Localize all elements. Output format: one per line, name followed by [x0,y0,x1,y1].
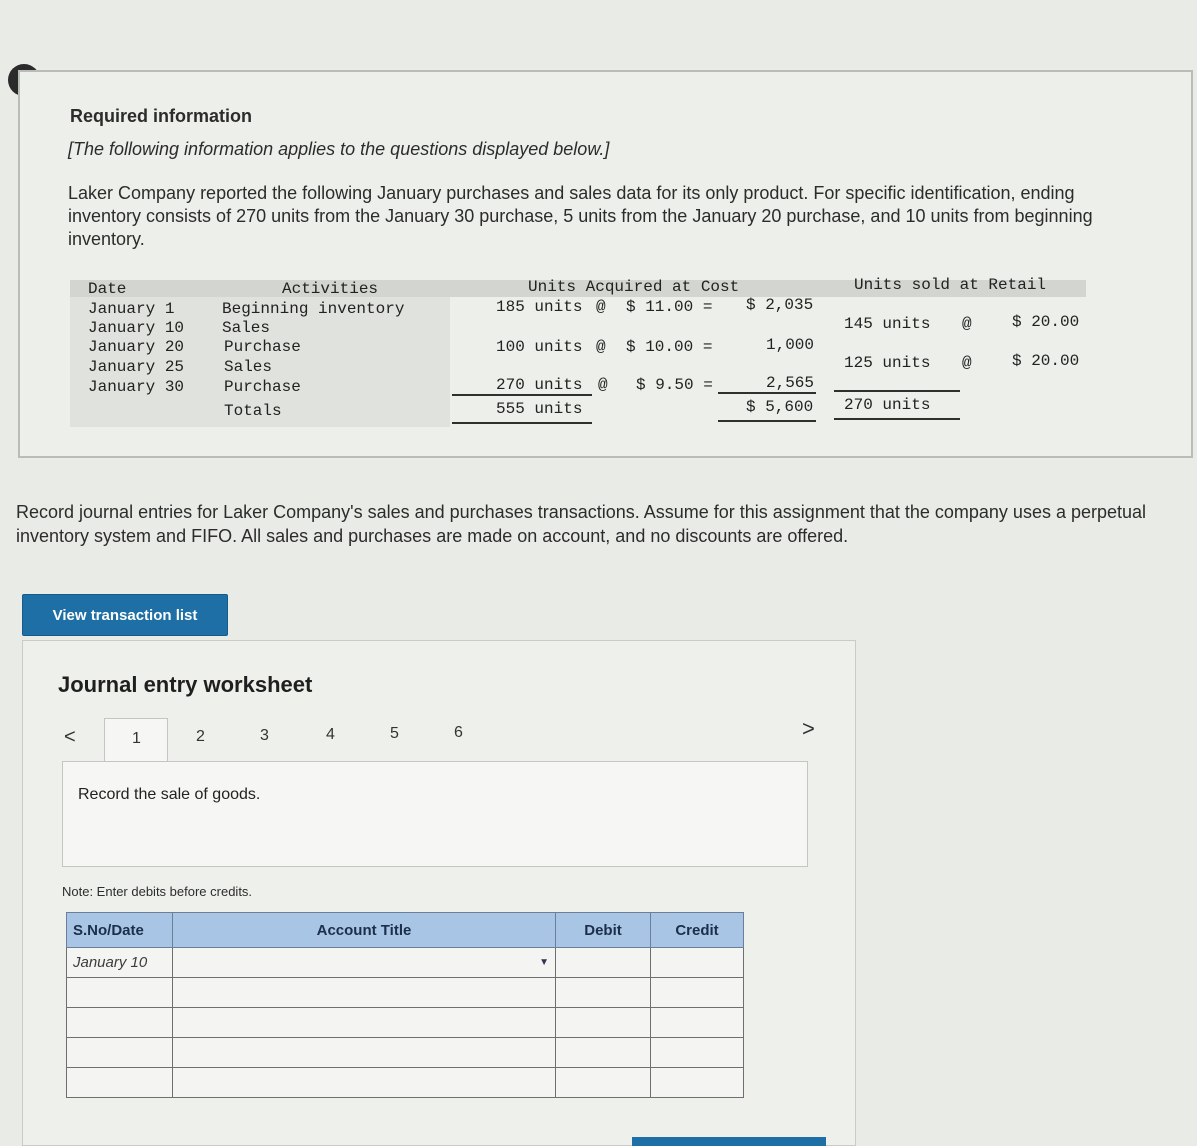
required-information-subtitle: [The following information applies to the questions displayed below.] [68,139,610,159]
tab-5[interactable]: 5 [390,725,399,742]
column-header-debit: Debit [556,913,651,948]
totals-acq-total: $ 5,600 [746,398,814,416]
row-sold-at: @ [962,315,972,333]
prompt-box [62,761,808,867]
account-title-select[interactable] [173,1038,556,1068]
prompt-text: Record the sale of goods. [78,786,261,803]
row-sold-price: $ 20.00 [1012,313,1080,331]
acquired-total-subtotal-line [718,392,816,394]
row-date: January 10 [88,319,185,337]
row-date: January 20 [88,338,185,356]
debit-input[interactable] [556,1068,651,1098]
acquired-total-total-line [718,420,816,422]
entry-date [67,1038,173,1068]
row-acq-total: $ 2,035 [746,296,814,314]
acquired-units-subtotal-line [452,394,592,396]
row-acq-units: 270 units [496,376,583,394]
row-activity: Purchase [224,378,301,396]
row-acq-at: @ [596,298,606,316]
row-acq-at: @ [598,376,608,394]
row-date: January 1 [88,300,175,318]
tab-2[interactable]: 2 [196,728,205,745]
acquired-units-total-line [452,422,592,424]
account-title-select[interactable] [173,1068,556,1098]
tab-4[interactable]: 4 [326,726,335,743]
row-activity: Sales [224,358,273,376]
sold-units-subtotal-line [834,390,960,392]
table-row [67,978,744,1008]
credit-input[interactable] [651,948,744,978]
row-activity: Sales [222,319,271,337]
entry-date [67,1068,173,1098]
tab-prev-chevron-icon[interactable]: < [64,726,76,748]
view-transaction-list-button[interactable]: View transaction list [22,594,228,636]
credit-input[interactable] [651,1038,744,1068]
worksheet-title: Journal entry worksheet [58,672,313,697]
row-acq-cost: $ 9.50 = [636,376,713,394]
journal-entry-table [66,912,744,1098]
assignment-instructions: Record journal entries for Laker Company's sales and purchases transactions. Assume for this assignment that the company uses a perpetual inventory system and FIFO. All sales and purchases are made on account, and no discounts are offered. [16,502,1147,546]
row-acq-at: @ [596,338,606,356]
debit-input[interactable] [556,948,651,978]
table-row [67,1038,744,1068]
account-title-select[interactable] [173,978,556,1008]
bottom-button-edge[interactable] [632,1137,826,1146]
row-acq-cost: $ 11.00 = [626,298,713,316]
totals-sold-units: 270 units [844,396,931,414]
account-title-select[interactable] [173,948,556,978]
row-acq-cost: $ 10.00 = [626,338,713,356]
table-row [67,1008,744,1038]
totals-label: Totals [224,402,282,420]
tab-3[interactable]: 3 [260,727,269,744]
row-acq-total: 2,565 [766,374,815,392]
entry-date [67,1008,173,1038]
row-sold-units: 125 units [844,354,931,372]
entry-date [67,978,173,1008]
entry-date: January 10 [67,948,173,978]
credit-input[interactable] [651,978,744,1008]
row-acq-units: 185 units [496,298,583,316]
totals-acq-units: 555 units [496,400,583,418]
row-date: January 30 [88,378,185,396]
tab-6[interactable]: 6 [454,724,463,741]
row-sold-price: $ 20.00 [1012,352,1080,370]
credit-input[interactable] [651,1008,744,1038]
dropdown-arrow-icon[interactable]: ▼ [539,957,549,968]
column-header-account-title: Account Title [173,913,556,948]
table-row [67,948,744,978]
column-header-date: S.No/Date [67,913,173,948]
problem-description: Laker Company reported the following January purchases and sales data for its only product. For specific identification, ending inventory consists of 270 units from the January 30 purchase, 5 units from the January 20 purchase, and 10 units from beginning inventory. [68,183,1093,249]
header-date: Date [88,280,127,298]
row-activity: Beginning inventory [222,300,405,318]
table-row [67,1068,744,1098]
debit-input[interactable] [556,978,651,1008]
row-date: January 25 [88,358,185,376]
tab-next-chevron-icon[interactable]: > [802,716,815,741]
header-units-acquired: Units Acquired at Cost [528,278,740,296]
header-units-sold: Units sold at Retail [854,276,1047,294]
debit-input[interactable] [556,1008,651,1038]
debit-input[interactable] [556,1038,651,1068]
required-information-panel [18,70,1193,458]
tab-1[interactable]: 1 [132,730,141,747]
row-activity: Purchase [224,338,301,356]
required-information-title: Required information [70,106,253,126]
header-activities: Activities [282,280,379,298]
credit-input[interactable] [651,1068,744,1098]
row-acq-total: 1,000 [766,336,815,354]
row-sold-at: @ [962,354,972,372]
column-header-credit: Credit [651,913,744,948]
sold-units-total-line [834,418,960,420]
account-title-select[interactable] [173,1008,556,1038]
entry-note: Note: Enter debits before credits. [62,884,253,899]
row-sold-units: 145 units [844,315,931,333]
row-acq-units: 100 units [496,338,583,356]
